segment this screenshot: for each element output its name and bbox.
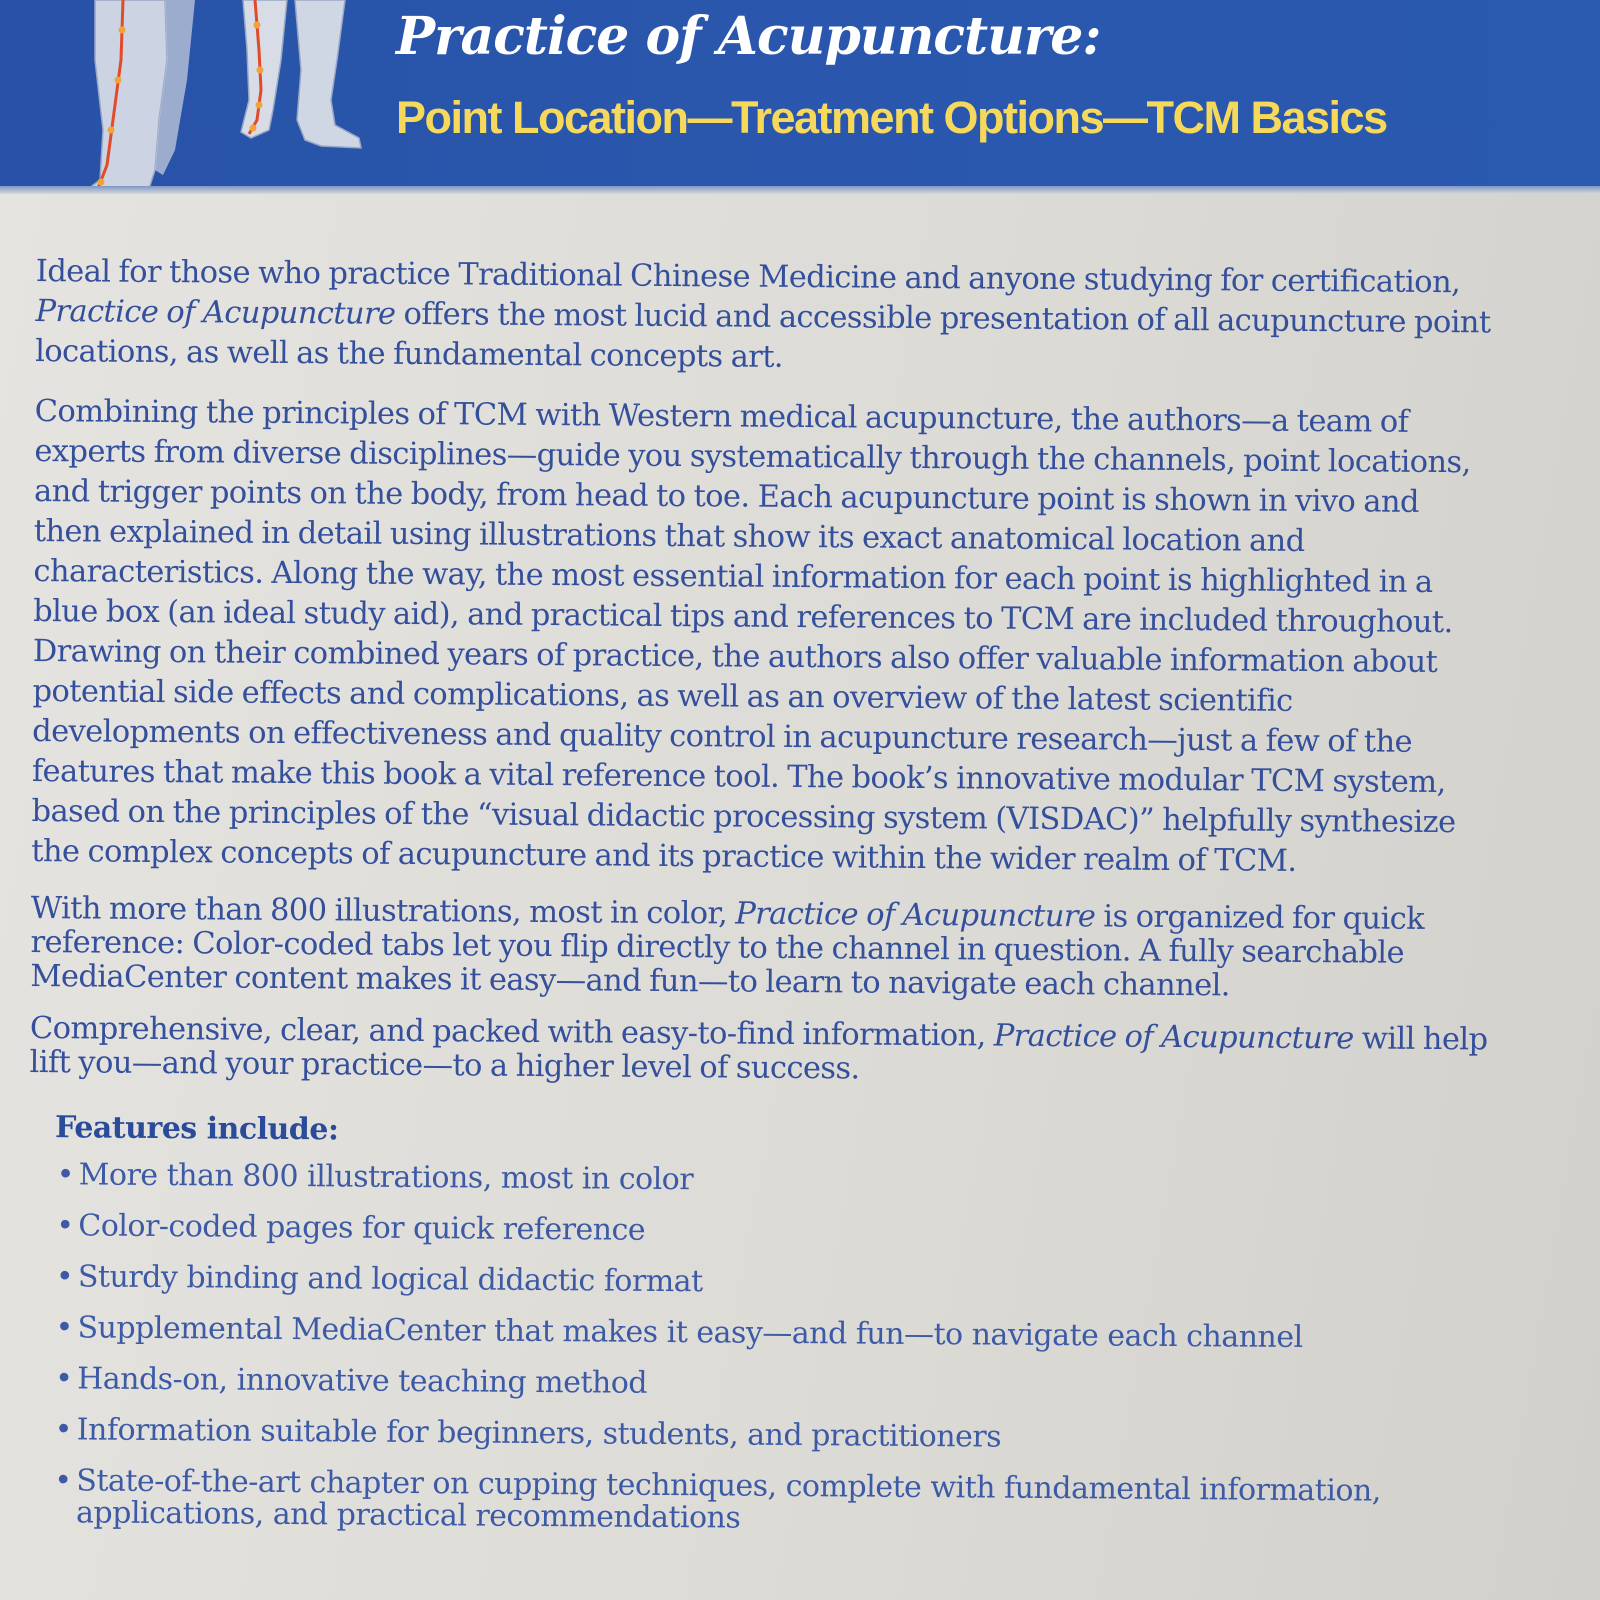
feature-item: • Information suitable for beginners, students, and practitioners	[55, 1414, 1487, 1457]
intro-text-end: offers the most lucid and accessible presentation of all acupuncture point locations, as well as the fundamental concepts art.	[35, 296, 1491, 375]
features-heading: Features include:	[54, 1110, 339, 1148]
closing-text-end: will help lift you—and your practice—to a higher level of success.	[29, 1021, 1488, 1087]
closing-book-title: Practice of Acupuncture	[993, 1018, 1354, 1057]
feature-item: • More than 800 illustrations, most in color	[57, 1159, 1489, 1202]
overview-paragraph: Combining the principles of TCM with Western medical acupuncture, the authors—a team of experts from diverse disciplines—guide you systematically through the channels, point locations, and trigger points on the body, from head to toe. Each acupuncture point is shown in vivo and then explained in detail using illustrations that show its exact anatomical location and characteristics. Along the way, the most essential information for each point is highlighted in a blue box (an ideal study aid), and practical tips and references to TCM are included throughout. Drawing on their combined years of practice, the authors also offer valuable information about potential side effects and complications, as well as an overview of the latest scientific developments on effectiveness and quality control in acupuncture research—just a few of the features that make this book a vital reference tool. The book’s innovative modular TCM system, based on the principles of the “visual didactic processing system (VISDAC)” helpfully synthesize the complex concepts of acupuncture and its practice within the wider realm of TCM.	[31, 393, 1471, 879]
feature-item: • Color-coded pages for quick reference	[56, 1210, 1488, 1253]
illustrations-book-title: Practice of Acupuncture	[735, 896, 1096, 935]
legs-channel-illustration	[55, 0, 375, 188]
feature-item: • Supplemental MediaCenter that makes it easy—and fun—to navigate each channel	[55, 1312, 1487, 1355]
illustrations-text-start: With more than 800 illustrations, most in color,	[30, 890, 736, 932]
book-title: Practice of Acupuncture:	[396, 6, 1101, 67]
intro-book-title: Practice of Acupuncture	[35, 293, 396, 332]
description-body	[26, 252, 1496, 1559]
illustrations-text-end: is organized for quick reference: Color-coded tabs let you flip directly to the channel in question. A fully searchable MediaCenter content makes it easy—and fun—to learn to navigate each channel.	[30, 899, 1425, 1004]
feature-item: • Hands-on, innovative teaching method	[55, 1363, 1487, 1406]
intro-text-start: Ideal for those who practice Traditional Chinese Medicine and anyone studying for certification,	[35, 253, 1461, 301]
closing-paragraph	[29, 1012, 1489, 1091]
feature-item: • State-of-the-art chapter on cupping techniques, complete with fundamental information, applications, and practical recommendations	[54, 1465, 1486, 1540]
closing-text-start: Comprehensive, clear, and packed with easy-to-find information,	[29, 1010, 994, 1054]
features-list	[26, 1159, 1489, 1540]
book-subtitle: Point Location—Treatment Options—TCM Basics	[396, 92, 1387, 143]
banner-divider	[0, 186, 1600, 194]
feature-item: • Sturdy binding and logical didactic format	[56, 1261, 1488, 1304]
intro-paragraph	[35, 252, 1496, 383]
header-banner	[0, 0, 1600, 188]
illustrations-paragraph	[30, 892, 1491, 1005]
